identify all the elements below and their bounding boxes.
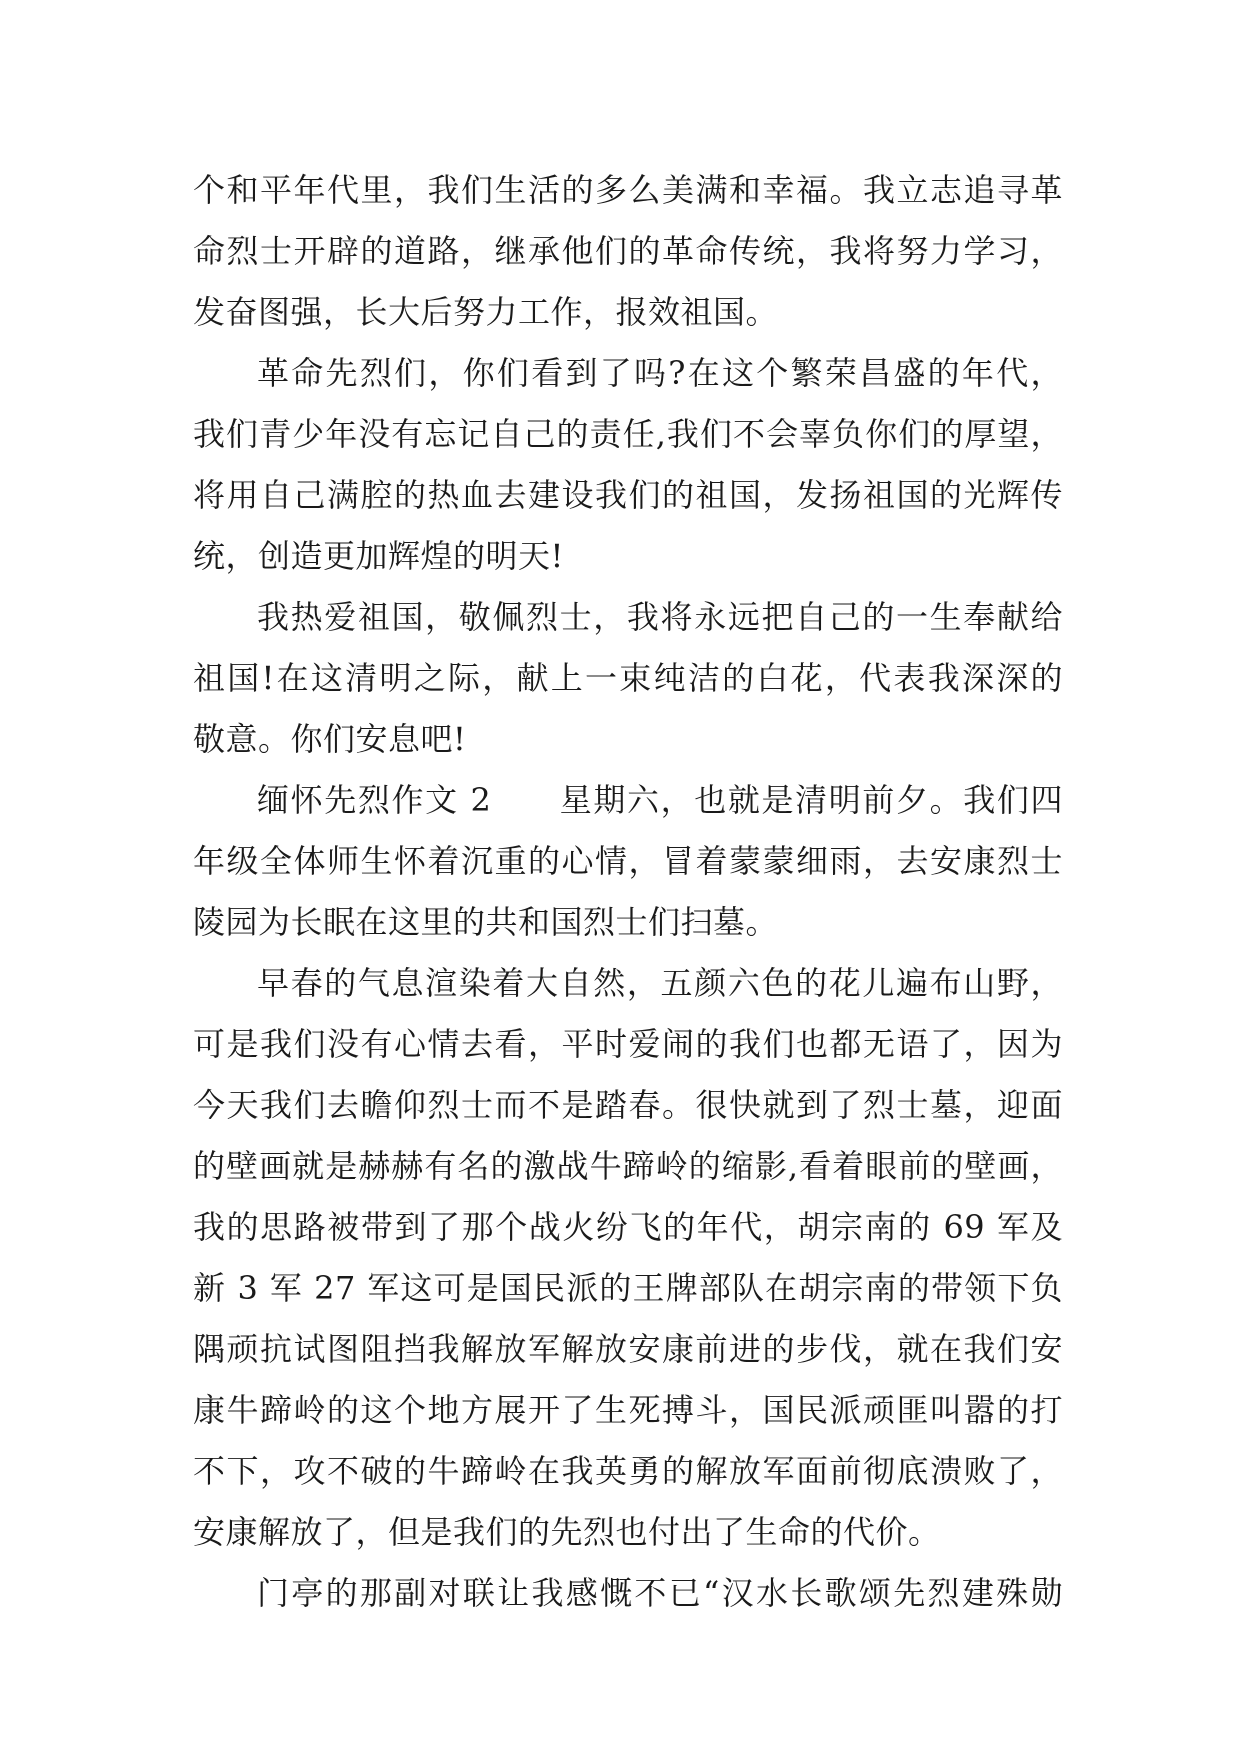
paragraph-first-line: 门亭的那副对联让我感慨不已“汉水长歌颂先烈建殊勋 [257,1574,1063,1612]
text-line: 年级全体师生怀着沉重的心情，冒着蒙蒙细雨，去安康烈士 [193,842,1063,880]
text-line: 康牛蹄岭的这个地方展开了生死搏斗，国民派顽匪叫嚣的打 [193,1391,1063,1429]
essay-title-line: 缅怀先烈作文 2 星期六，也就是清明前夕。我们四 [257,781,1063,819]
text-line: 祖国!在这清明之际，献上一束纯洁的白花，代表我深深的 [193,659,1063,697]
text-line: 将用自己满腔的热血去建设我们的祖国，发扬祖国的光辉传 [193,476,1063,514]
text-line: 可是我们没有心情去看，平时爱闹的我们也都无语了，因为 [193,1025,1063,1063]
text-line: 命烈士开辟的道路，继承他们的革命传统，我将努力学习， [193,232,1063,270]
text-line: 不下，攻不破的牛蹄岭在我英勇的解放军面前彻底溃败了， [193,1452,1063,1490]
text-line: 新 3 军 27 军这可是国民派的王牌部队在胡宗南的带领下负 [193,1269,1063,1307]
text-line: 今天我们去瞻仰烈士而不是踏春。很快就到了烈士墓，迎面 [193,1086,1063,1124]
text-line: 我们青少年没有忘记自己的责任,我们不会辜负你们的厚望， [193,415,1063,453]
text-line: 个和平年代里，我们生活的多么美满和幸福。我立志追寻革 [193,171,1063,209]
text-line: 隅顽抗试图阻挡我解放军解放安康前进的步伐，就在我们安 [193,1330,1063,1368]
text-line: 我的思路被带到了那个战火纷飞的年代，胡宗南的 69 军及 [193,1208,1063,1246]
text-line: 发奋图强，长大后努力工作，报效祖国。 [193,293,779,331]
paragraph-first-line: 革命先烈们，你们看到了吗?在这个繁荣昌盛的年代， [257,354,1063,392]
text-line: 的壁画就是赫赫有名的激战牛蹄岭的缩影,看着眼前的壁画， [193,1147,1063,1185]
paragraph-first-line: 早春的气息渲染着大自然，五颜六色的花儿遍布山野， [257,964,1063,1002]
text-line: 安康解放了，但是我们的先烈也付出了生命的代价。 [193,1513,941,1551]
text-line: 敬意。你们安息吧! [193,720,467,758]
text-line: 统，创造更加辉煌的明天! [193,537,564,575]
paragraph-first-line: 我热爱祖国，敬佩烈士，我将永远把自己的一生奉献给 [257,598,1063,636]
text-line: 陵园为长眠在这里的共和国烈士们扫墓。 [193,903,779,941]
essay-text [193,160,1063,1624]
